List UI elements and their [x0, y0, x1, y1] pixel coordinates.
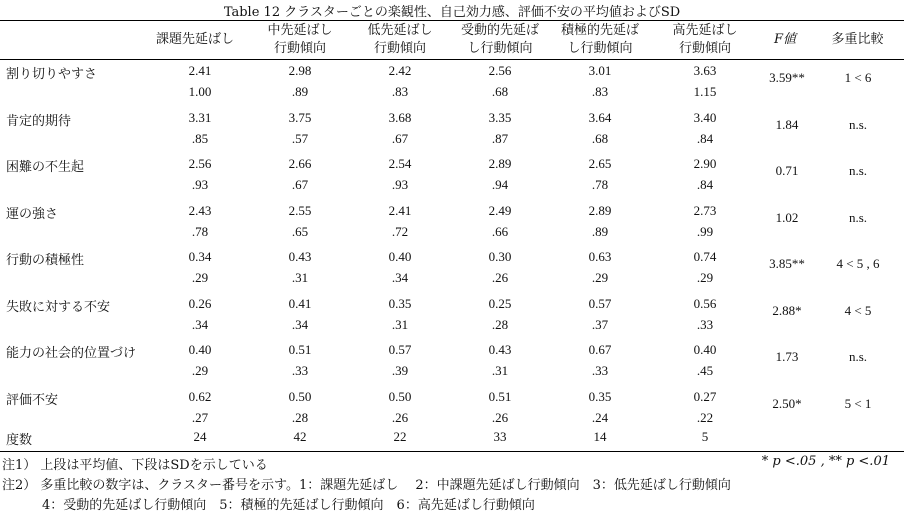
sd-cell: .28 [491, 317, 509, 332]
sd-cell: .33 [591, 363, 609, 378]
f-value-cell: 1.73 [775, 349, 799, 364]
f-value-cell: 3.85** [769, 256, 805, 271]
mean-cell: 2.41 [188, 63, 212, 78]
sd-cell: .85 [191, 131, 209, 146]
mean-cell: 0.63 [588, 249, 612, 264]
comparison-cell: n.s. [848, 349, 868, 364]
sd-cell: .68 [591, 131, 609, 146]
comparison-cell: 1 < 6 [844, 70, 872, 85]
row-label: 割り切りやすさ [6, 67, 98, 82]
f-value-cell: 3.59** [769, 70, 805, 85]
header-text: 受動的先延ば [460, 23, 539, 38]
sd-cell: .29 [191, 363, 209, 378]
mean-cell: 2.89 [488, 156, 512, 171]
frequency-cell: 24 [193, 429, 207, 444]
mean-cell: 0.62 [188, 389, 212, 404]
sd-cell: .29 [591, 270, 609, 285]
mean-cell: 0.43 [288, 249, 312, 264]
sd-cell: .93 [391, 177, 409, 192]
f-value-cell: 1.02 [775, 210, 799, 225]
sd-cell: .34 [191, 317, 209, 332]
sd-cell: .26 [491, 410, 509, 425]
mean-cell: 0.40 [693, 342, 717, 357]
row-label: 評価不安 [6, 393, 59, 408]
sd-cell: .78 [191, 224, 209, 239]
header-text: F値 [773, 32, 797, 47]
sd-cell: .26 [391, 410, 409, 425]
sd-cell: .84 [696, 131, 714, 146]
mean-cell: 0.51 [488, 389, 512, 404]
sd-cell: .68 [491, 84, 509, 99]
sd-cell: .34 [391, 270, 409, 285]
comparison-cell: n.s. [848, 210, 868, 225]
note-2-continued: 4：受動的先延ばし行動傾向 5：積極的先延ばし行動傾向 6：高先延ばし行動傾向 [42, 498, 535, 513]
mean-cell: 0.35 [388, 296, 412, 311]
frequency-cell: 14 [593, 429, 607, 444]
sd-cell: .24 [591, 410, 609, 425]
header-text: 多重比較 [831, 32, 884, 47]
mean-cell: 3.63 [693, 63, 717, 78]
sd-cell: .66 [491, 224, 509, 239]
mean-cell: 0.35 [588, 389, 612, 404]
sd-cell: .39 [391, 363, 409, 378]
frequency-cell: 5 [701, 429, 709, 444]
mean-cell: 0.41 [288, 296, 312, 311]
header-text: 積極的先延ば [560, 23, 639, 38]
mean-cell: 0.56 [693, 296, 717, 311]
header-cluster-5 [550, 22, 650, 58]
significance-note: * p <.05 , ** p <.01 [761, 454, 890, 469]
mean-cell: 0.30 [488, 249, 512, 264]
row-label: 運の強さ [6, 207, 59, 222]
header-text: 低先延ばし [367, 23, 433, 38]
mean-cell: 2.89 [588, 203, 612, 218]
top-rule [0, 20, 904, 21]
comparison-cell: n.s. [848, 117, 868, 132]
sd-cell: .31 [291, 270, 309, 285]
mean-cell: 2.55 [288, 203, 312, 218]
mean-cell: 0.26 [188, 296, 212, 311]
mean-cell: 0.67 [588, 342, 612, 357]
header-f-value [760, 31, 810, 49]
mean-cell: 3.35 [488, 110, 512, 125]
mean-cell: 2.56 [188, 156, 212, 171]
sd-cell: .83 [591, 84, 609, 99]
sd-cell: .37 [591, 317, 609, 332]
header-text: し行動傾向 [467, 41, 533, 56]
sd-cell: .84 [696, 177, 714, 192]
header-text: 行動傾向 [678, 41, 731, 56]
mean-cell: 3.31 [188, 110, 212, 125]
frequency-label: 度数 [6, 433, 33, 448]
sd-cell: .33 [291, 363, 309, 378]
f-value-cell: 1.84 [775, 117, 799, 132]
header-text: し行動傾向 [567, 41, 633, 56]
mean-cell: 2.66 [288, 156, 312, 171]
f-value-cell: 2.50* [772, 396, 802, 411]
sd-cell: .33 [696, 317, 714, 332]
sd-cell: .22 [696, 410, 714, 425]
mean-cell: 0.40 [188, 342, 212, 357]
mean-cell: 2.54 [388, 156, 412, 171]
bottom-rule [0, 451, 904, 452]
header-text: 行動傾向 [273, 41, 326, 56]
sd-cell: .31 [391, 317, 409, 332]
mean-cell: 2.73 [693, 203, 717, 218]
sd-cell: .87 [491, 131, 509, 146]
sd-cell: .27 [191, 410, 209, 425]
row-label: 行動の積極性 [6, 253, 85, 268]
mean-cell: 3.40 [693, 110, 717, 125]
frequency-cell: 33 [493, 429, 507, 444]
header-cluster-1 [140, 31, 250, 49]
sd-cell: .57 [291, 131, 309, 146]
row-label: 失敗に対する不安 [6, 300, 111, 315]
header-cluster-4 [450, 22, 550, 58]
sd-cell: .93 [191, 177, 209, 192]
note-1: 注1） 上段は平均値、下段はSDを示している [2, 458, 268, 473]
header-text: 高先延ばし [672, 23, 738, 38]
sd-cell: .89 [591, 224, 609, 239]
sd-cell: .83 [391, 84, 409, 99]
mean-cell: 2.49 [488, 203, 512, 218]
frequency-cell: 42 [293, 429, 307, 444]
mean-cell: 0.50 [288, 389, 312, 404]
sd-cell: .65 [291, 224, 309, 239]
sd-cell: .26 [491, 270, 509, 285]
table-title: Table 12 クラスターごとの楽観性、自己効力感、評価不安の平均値およびSD [223, 5, 681, 20]
header-cluster-3 [350, 22, 450, 58]
mean-cell: 0.34 [188, 249, 212, 264]
row-label: 能力の社会的位置づけ [6, 346, 137, 361]
comparison-cell: n.s. [848, 163, 868, 178]
mean-cell: 0.43 [488, 342, 512, 357]
comparison-cell: 4 < 5 , 6 [836, 256, 880, 271]
mean-cell: 3.68 [388, 110, 412, 125]
sd-cell: .31 [491, 363, 509, 378]
mean-cell: 3.01 [588, 63, 612, 78]
header-text: 中先延ばし [267, 23, 333, 38]
sd-cell: 1.00 [188, 84, 212, 99]
header-cluster-2 [250, 22, 350, 58]
sd-cell: .94 [491, 177, 509, 192]
comparison-cell: 4 < 5 [844, 303, 872, 318]
mean-cell: 2.41 [388, 203, 412, 218]
mean-cell: 0.27 [693, 389, 717, 404]
sd-cell: .99 [696, 224, 714, 239]
sd-cell: .34 [291, 317, 309, 332]
header-text: 課題先延ばし [155, 32, 234, 47]
header-multiple-comparison [815, 31, 900, 49]
mean-cell: 0.74 [693, 249, 717, 264]
mean-cell: 2.56 [488, 63, 512, 78]
mean-cell: 0.25 [488, 296, 512, 311]
sd-cell: .67 [291, 177, 309, 192]
sd-cell: .72 [391, 224, 409, 239]
f-value-cell: 2.88* [772, 303, 802, 318]
mean-cell: 0.51 [288, 342, 312, 357]
mean-cell: 2.42 [388, 63, 412, 78]
mean-cell: 3.64 [588, 110, 612, 125]
row-label: 肯定的期待 [6, 114, 72, 129]
frequency-cell: 22 [393, 429, 407, 444]
comparison-cell: 5 < 1 [844, 396, 872, 411]
mean-cell: 2.90 [693, 156, 717, 171]
sd-cell: .45 [696, 363, 714, 378]
header-cluster-6 [650, 22, 760, 58]
sd-cell: .78 [591, 177, 609, 192]
sd-cell: .29 [696, 270, 714, 285]
mean-cell: 0.57 [388, 342, 412, 357]
mean-cell: 0.40 [388, 249, 412, 264]
note-2: 注2） 多重比較の数字は、クラスター番号を示す。1：課題先延ばし 2：中課題先延ばし行動傾向 3：低先延ばし行動傾向 [2, 478, 731, 493]
row-label: 困難の不生起 [6, 160, 85, 175]
sd-cell: 1.15 [693, 84, 717, 99]
header-rule [0, 59, 904, 60]
sd-cell: .67 [391, 131, 409, 146]
mean-cell: 0.57 [588, 296, 612, 311]
f-value-cell: 0.71 [775, 163, 799, 178]
sd-cell: .28 [291, 410, 309, 425]
header-text: 行動傾向 [373, 41, 426, 56]
mean-cell: 2.98 [288, 63, 312, 78]
mean-cell: 3.75 [288, 110, 312, 125]
mean-cell: 2.65 [588, 156, 612, 171]
mean-cell: 2.43 [188, 203, 212, 218]
sd-cell: .29 [191, 270, 209, 285]
mean-cell: 0.50 [388, 389, 412, 404]
sd-cell: .89 [291, 84, 309, 99]
